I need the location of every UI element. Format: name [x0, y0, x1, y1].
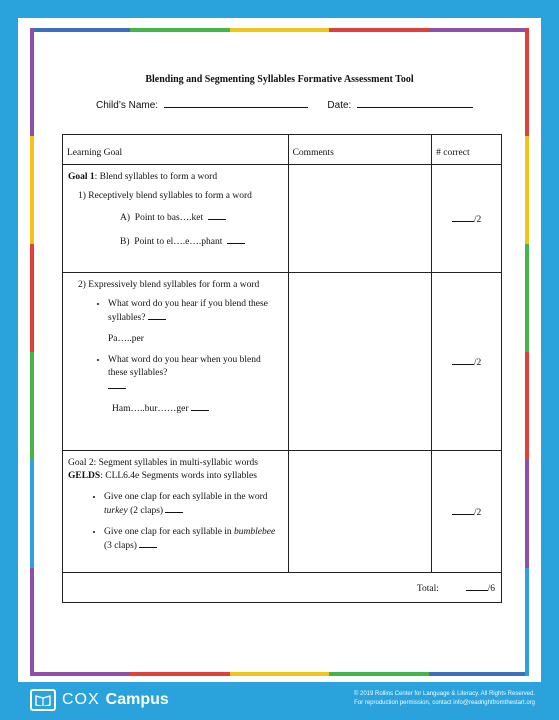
- copyright-line: © 2019 Rollins Center for Language & Literacy. All Rights Reserved.: [353, 691, 535, 697]
- list-item: • Give one clap for each syllable in the word turkey (2 claps): [104, 491, 283, 518]
- goal1-option-a: A) Point to bas….ket: [120, 211, 283, 225]
- goal1b-score-cell[interactable]: /2: [432, 273, 502, 451]
- left-border-stripe: [30, 28, 34, 676]
- goal1-score-cell[interactable]: /2: [432, 165, 502, 273]
- child-name-blank[interactable]: [164, 98, 308, 108]
- example-syllables: Pa…..per: [108, 334, 144, 344]
- list-item: • Give one clap for each syllable in bumblebee (3 claps): [104, 526, 283, 553]
- goal1-sub1: 1) Receptively blend syllables to form a word: [78, 191, 252, 201]
- goal1-option-b: B) Point to el….e….phant: [120, 235, 283, 249]
- date-label: Date:: [327, 100, 352, 111]
- child-name-label: Child’s Name:: [96, 100, 159, 111]
- header-learning-goal: Learning Goal: [63, 135, 289, 165]
- goal2-list: [68, 491, 283, 553]
- total-row: [63, 573, 502, 603]
- goal1b-cell: [63, 273, 289, 451]
- header-comments: Comments: [288, 135, 432, 165]
- total-score: /6: [487, 583, 495, 594]
- book-icon: [30, 689, 56, 711]
- document-title: Blending and Segmenting Syllables Formative Assessment Tool: [145, 74, 414, 85]
- cox-campus-logo[interactable]: [30, 689, 169, 711]
- copyright-notice: [354, 690, 535, 708]
- logo-campus-text: Campus: [105, 691, 169, 708]
- goal1b-comments-cell[interactable]: [288, 273, 432, 451]
- table-row: [63, 451, 502, 573]
- goal1-heading: Goal 1: Blend syllables to form a word: [68, 172, 218, 182]
- total-label: Total:: [416, 583, 439, 594]
- list-item: • What word do you hear if you blend these syllables? Pa…..per: [108, 298, 283, 346]
- assessment-table: [62, 134, 502, 603]
- document-body: [40, 40, 519, 666]
- goal2-cell: [63, 451, 289, 573]
- date-blank[interactable]: [357, 98, 473, 108]
- permission-line: For reproduction permission, contact info@readrightfromthestart.org: [354, 700, 535, 706]
- table-header-row: [63, 135, 502, 165]
- list-item: • What word do you hear when you blend these syllables? Ham…..bur……ger: [108, 354, 283, 416]
- table-row: [63, 165, 502, 273]
- child-info-row: [96, 98, 473, 111]
- total-cell: [63, 573, 502, 603]
- goal1-sub2-list: [68, 298, 283, 416]
- top-border-stripe: [30, 28, 529, 32]
- bottom-border-stripe: [30, 672, 529, 676]
- goal1-comments-cell[interactable]: [288, 165, 432, 273]
- logo-cox-text: COX: [62, 691, 100, 708]
- goal1-sub2: 2) Expressively blend syllables for form a word: [78, 280, 260, 290]
- goal2-score-cell[interactable]: /2: [432, 451, 502, 573]
- goal2-heading: Goal 2: Segment syllables in multi-syllabic words GELDS: CLL6.4e Segments words into syllables: [68, 458, 258, 481]
- right-border-stripe: [525, 28, 529, 676]
- footer-bar: [0, 682, 559, 720]
- table-row: [63, 273, 502, 451]
- example-syllables: Ham…..bur……ger: [112, 402, 283, 416]
- goal2-comments-cell[interactable]: [288, 451, 432, 573]
- total-blank[interactable]: [466, 582, 488, 591]
- header-correct: # correct: [432, 135, 502, 165]
- goal1-cell: [63, 165, 289, 273]
